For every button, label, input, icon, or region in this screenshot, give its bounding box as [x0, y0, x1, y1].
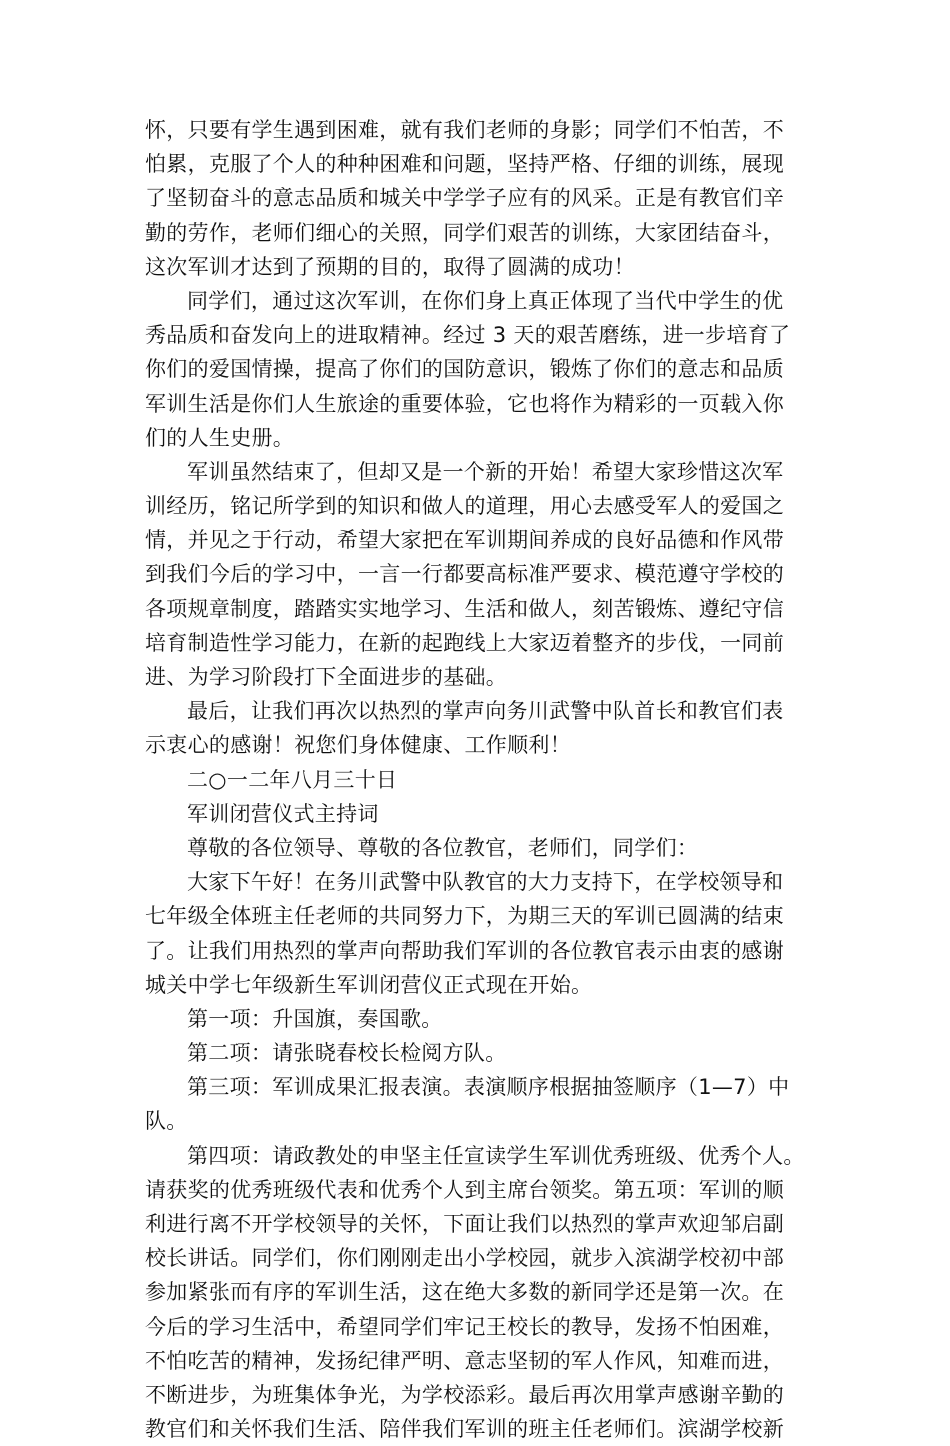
text-line: 们的人生史册。 [145, 425, 295, 450]
text-line: 军训闭营仪式主持词 [187, 801, 379, 826]
text-line: 大家下午好！在务川武警中队教官的大力支持下，在学校领导和 [187, 870, 784, 895]
text-line: 同学们，通过这次军训，在你们身上真正体现了当代中学生的优 [187, 288, 784, 313]
text-line: 最后，让我们再次以热烈的掌声向务川武警中队首长和教官们表 [187, 699, 784, 724]
text-line: 利进行离不开学校领导的关怀，下面让我们以热烈的掌声欢迎邹启副 [145, 1212, 784, 1236]
text-line: 尊敬的各位领导、尊敬的各位教官，老师们，同学们： [187, 835, 699, 860]
text-line: 进、为学习阶段打下全面进步的基础。 [145, 665, 508, 689]
text-line: 情，并见之于行动，希望大家把在军训期间养成的良好品德和作风带 [145, 528, 784, 553]
text-line: 七年级全体班主任老师的共同努力下，为期三天的军训已圆满的结束 [145, 904, 784, 929]
text-line: 你们的爱国情操，提高了你们的国防意识，锻炼了你们的意志和品质 [145, 357, 784, 382]
text-line: 军训生活是你们人生旅途的重要体验，它也将作为精彩的一页载入你 [145, 391, 784, 416]
text-line: 今后的学习生活中，希望同学们牢记王校长的教导，发扬不怕困难， [145, 1314, 784, 1339]
text-line: 军训虽然结束了，但却又是一个新的开始！希望大家珍惜这次军 [187, 459, 784, 484]
text-line: 怀，只要有学生遇到困难，就有我们老师的身影；同学们不怕苦，不 [145, 118, 784, 142]
text-line: 训经历，铭记所学到的知识和做人的道理，用心去感受军人的爱国之 [145, 494, 784, 519]
text-line: 第四项：请政教处的申坚主任宣读学生军训优秀班级、优秀个人。 [187, 1143, 805, 1168]
text-line: 了。让我们用热烈的掌声向帮助我们军训的各位教官表示由衷的感谢 [145, 938, 784, 963]
text-line: 教官们和关怀我们生活、陪伴我们军训的班主任老师们。滨湖学校新 [145, 1417, 784, 1442]
text-line: 请获奖的优秀班级代表和优秀个人到主席台领奖。第五项：军训的顺 [145, 1177, 784, 1202]
text-line: 不怕吃苦的精神，发扬纪律严明、意志坚韧的军人作风，知难而进， [145, 1348, 784, 1373]
text-line: 到我们今后的学习中，一言一行都要高标准严要求、模范遵守学校的 [145, 562, 784, 587]
text-line: 这次军训才达到了预期的目的，取得了圆满的成功！ [145, 254, 635, 279]
text-line: 示衷心的感谢！祝您们身体健康、工作顺利！ [145, 733, 571, 758]
text-line: 第三项：军训成果汇报表演。表演顺序根据抽签顺序（1—7）中 [187, 1075, 790, 1100]
text-line: 队。 [145, 1109, 188, 1134]
text-line: 培育制造性学习能力，在新的起跑线上大家迈着整齐的步伐，一同前 [145, 630, 784, 655]
text-line: 勤的劳作，老师们细心的关照，同学们艰苦的训练，大家团结奋斗， [145, 220, 784, 245]
text-line: 二○一二年八月三十日 [187, 767, 398, 792]
text-line: 参加紧张而有序的军训生活，这在绝大多数的新同学还是第一次。在 [145, 1280, 784, 1305]
document-body-text [145, 113, 815, 1446]
text-line: 秀品质和奋发向上的进取精神。经过 3 天的艰苦磨练，进一步培育了 [145, 323, 791, 348]
text-line: 各项规章制度，踏踏实实地学习、生活和做人，刻苦锻炼、遵纪守信 [145, 596, 784, 621]
text-line: 城关中学七年级新生军训闭营仪正式现在开始。 [145, 972, 593, 997]
text-line: 第二项：请张晓春校长检阅方队。 [187, 1041, 507, 1066]
text-line: 校长讲话。同学们，你们刚刚走出小学校园，就步入滨湖学校初中部 [145, 1246, 784, 1271]
text-line: 怕累，克服了个人的种种困难和问题，坚持严格、仔细的训练，展现 [145, 152, 784, 177]
text-line: 第一项：升国旗，奏国歌。 [187, 1006, 443, 1031]
text-line: 不断进步，为班集体争光，为学校添彩。最后再次用掌声感谢辛勤的 [145, 1382, 784, 1407]
text-line: 了坚韧奋斗的意志品质和城关中学学子应有的风采。正是有教官们辛 [145, 186, 784, 211]
